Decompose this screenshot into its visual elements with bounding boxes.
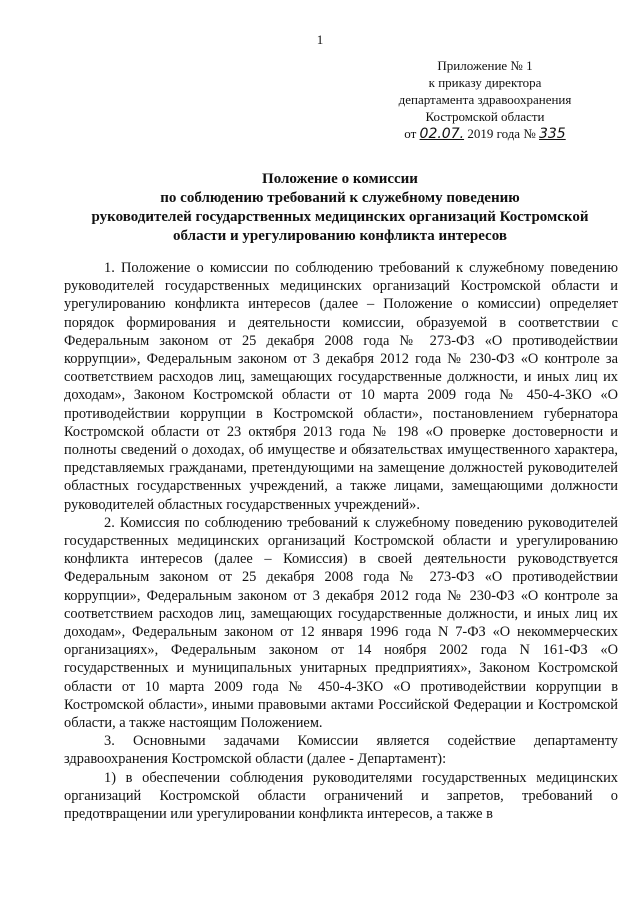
annex-header xyxy=(385,57,585,143)
date-year: 2019 года № xyxy=(467,126,536,141)
annex-line-2: к приказу директора xyxy=(428,75,542,90)
page-number: 1 xyxy=(316,32,324,47)
document-title xyxy=(60,170,620,246)
handwritten-number: 335 xyxy=(538,126,566,142)
handwritten-date: 02.07. xyxy=(419,126,465,142)
document-body xyxy=(64,259,618,823)
annex-line-1: Приложение № 1 xyxy=(437,58,533,73)
date-prefix: от xyxy=(404,126,417,141)
title-line-1: Положение о комиссии xyxy=(262,171,418,187)
annex-line-3: департамента здравоохранения xyxy=(398,92,572,107)
paragraph-2: 2. Комиссия по соблюдению требований к служебному поведению руководителей государственных медицинских организаций Костромской области и урегулированию конфликта интересов (далее – Комиссия) в своей деятельности руководствуется Федеральным законом от 25 декабря 2008 года № 273-ФЗ «О противодействии коррупции», Федеральным законом от 3 декабря 2012 года № 230-ФЗ «О контроле за соответствием расходов лиц, замещающих государственные должности, и иных лиц их доходам», Федеральным законом от 12 января 1996 года N 7-ФЗ «О некоммерческих организациях», Федеральным законом от 14 ноября 2002 года N 161-ФЗ «О государственных и муниципальных унитарных предприятиях», Законом Костромской области от 10 марта 2009 года № 450-4-ЗКО «О противодействии коррупции в Костромской области», иными правовыми актами Российской Федерации и Костромской области, а также настоящим Положением. xyxy=(64,514,618,732)
title-line-4: области и урегулированию конфликта интересов xyxy=(173,228,507,244)
title-line-2: по соблюдению требований к служебному поведению xyxy=(160,190,520,206)
annex-line-4: Костромской области xyxy=(425,109,545,124)
paragraph-1: 1. Положение о комиссии по соблюдению требований к служебному поведению руководителей государственных медицинских организаций Костромской области и урегулированию конфликта интересов (далее – Положение о комиссии) определяет порядок формирования и деятельности комиссии, образуемой в соответствии с Федеральным законом от 25 декабря 2008 года № 273-ФЗ «О противодействии коррупции», Федеральным законом от 3 декабря 2012 года № 230-ФЗ «О контроле за соответствием расходов лиц, замещающих государственные должности, и иных лиц их доходам», Законом Костромской области от 10 марта 2009 года № 450-4-ЗКО «О противодействии коррупции в Костромской области», постановлением губернатора Костромской области от 23 октября 2013 года № 198 «О проверке достоверности и полноты сведений о доходах, об имуществе и обязательствах имущественного характера, представляемых гражданами, претендующими на замещение должностей руководителей областных государственных учреждений, а также лицами, замещающими должности руководителей областных государственных учреждений». xyxy=(64,260,618,513)
paragraph-4: 1) в обеспечении соблюдения руководителями государственных медицинских организаций Костромской области ограничений и запретов, требований о предотвращении или урегулировании конфликта интересов, а также в xyxy=(64,769,618,823)
paragraph-3: 3. Основными задачами Комиссии является содействие департаменту здравоохранения Костромской области (далее - Департамент): xyxy=(64,733,618,768)
annex-date-line xyxy=(385,125,585,143)
title-line-3: руководителей государственных медицинских организаций Костромской xyxy=(91,209,589,225)
